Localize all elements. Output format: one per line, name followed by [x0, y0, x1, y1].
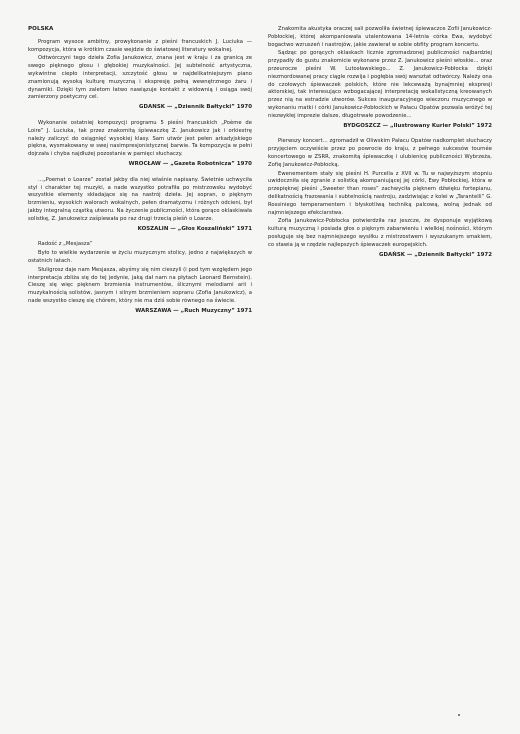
right-column [268, 26, 492, 267]
page-mark-dot [458, 714, 460, 716]
review-source: WARSZAWA — „Ruch Muzyczny” 1971 [135, 307, 252, 314]
review-paragraph: Zofia Janukowicz-Pobłocka potwierdziła raz jeszcze, że dysponuje wyjątkową kulturą muzyczną i posiada głos o pięknym zabarwieniu i wielkiej nośności, którym posługuje się bez najmniejszego wysiłku z mistrzostwem i wyszukanym smakiem, co stawia ją w rzędzie najlepszych śpiewaczek europejskich. [268, 218, 492, 248]
left-column [28, 26, 252, 324]
review-paragraph: Pierwszy koncert... zgromadził w Oliwskim Pałacu Opatów nadkomplet słuchaczy przyjęciem oczywiście przez po powrocie do kraju, z pełnego sukcesów tournée koncertowego w ZSRR, znakomitą śpiewaczkę i ulubienicę publiczności Wybrzeża, Zofię Janukowicz-Pobłocką. [268, 138, 492, 168]
review-paragraph: Znakomita akustyka oraczej sali pozwoliła świetnej śpiewaczce Zofii Janukowicz-Pobłockiej, której akompaniowała utalentowana 14-letnia córka Ewa, wydobyć bogactwo wzruszeń i nastrojów, jakie zawierał w sobie obfity program koncertu. [268, 26, 492, 48]
page-heading: POLSKA [28, 26, 54, 32]
left-column-body [28, 39, 252, 316]
review-paragraph: Było to wielkie wydarzenie w życiu muzycznym stolicy, jedno z największych w ostatnich latach. [28, 250, 252, 264]
review-source: GDAŃSK — „Dziennik Bałtycki” 1972 [379, 251, 492, 258]
review-source: WROCŁAW — „Gazeta Robotnicza” 1970 [128, 160, 252, 167]
review-paragraph: Ewenementem stały się pieśni H. Purcella z XVII w. Tu w najwyższym stopniu uwidoczniła się zgranie z solistką akompaniującej jej córki, Ewy Pobłockiej, która w przepięknej pieśni „Sweeter than roses” zachwyciła pięknem dźwięku fortepianu, delikatnością frazowania i subtelnością nastroju, zadziwiając z kolei w „Tarantelli” G. Rossiniego temperamentem i błyskotliwą techniką palcową, wolną jednak od najmniejszego efekciarstwa. [268, 170, 492, 216]
review-paragraph: Radość z „Mesjasza” [38, 241, 93, 248]
review-paragraph: Program wysoce ambitny, prowykonanie z pieśni francuskich J. Luciuka — kompozycja, która w krótkim czasie wejdzie do światowej literatury wokalnej. [28, 38, 252, 53]
review-paragraph: Słuligrosz daje nam Mesjasza, abyśmy się nim cieszyli (i pod tym względem jego interpretacja zbliża się do tej jedynie, jaką dał nam na płytach Leonard Bernstein). Cieszę się więc pięknem brzmienia instrumentów, ślicznymi melodiami arii i muzykalnością solistów, jasnym i silnym brzmieniem sopranu (Zofia Janukowicz), a nade wszystko cieszę się chórem, który nie ma dziś sobie równego na świecie. [28, 266, 252, 304]
right-column-body [268, 26, 492, 259]
review-paragraph: Odtwórczyni tego dzieła Zofia Janukowicz, znana jest w kraju i za granicą ze swego pięknego głosu i głębokiej muzykalności. Jej subtelność artystyczna, wykwintne ciepło interpretacji, szczytość głosu w najdelikatniejszym piano znamionują wysoką kulturę muzyczną i ekspresję pełną wewnętrznego żaru i dynamiki. Dzięki tym zaletom łatwo nawiązuje kontakt z widownią i osiąga swój zamierzony poetyczny cel. [28, 55, 252, 101]
review-source: KOSZALIN — „Głos Koszaliński” 1971 [137, 225, 252, 232]
review-paragraph: Wykonanie ostatniej kompozycji programu 5 pieśni francuskich „Poème de Loire” J. Luciuka, tak przez znakomitą śpiewaczkę Z. Janukowicz jak i orkiestrę należy zaliczyć do osiągnięć wysokiej klasy. Sam utwór jest pełen arkadyjskiego piękna, wysmakowany w swej nasimpresjonistycznej barwie. Ta kompozycja w pełni dojrzała i chyba najdłużej pozostanie w pamięci słuchaczy. [28, 119, 252, 158]
review-paragraph: ...„Poemat o Loarze” został jakby dla niej właśnie napisany. Świetnie uchwyciła styl i charakter tej muzyki, a nade wszystko potrafiła po mistrzowsku wydobyć wszystkie elementy składające się na nastrój dzieła. Jej sopran, o pięknym brzmieniu, wysokich walorach wokalnych, pełen dramatyzmu i różnych odcieni, był jakby integralną cząstką utworu. Na życzenie publiczności, która gorąco oklaskiwała solistkę, Z. Janukowicz zaśpiewała po raz drugi trzecią pieśń o Loarze. [28, 176, 252, 222]
review-paragraph: Sądząc po gorących oklaskach licznie zgromadzonej publiczności najbardziej przypadły do gustu znakomicie wykonane przez Z. Janukowicz pieśni włoskie... oraz przeurocze pieśni W. Lutosławskiego... Z. Janukowicz-Pobłocka dzięki niezmordowanej pracy ciągle rozwija i pogłębia swój warsztat odtwórczy. Należy ona do czołowych śpiewaczek polskich, które nie lekceważą bynajmniej ekspresji aktorskiej, tak interesująco wzbogacającej interpretację wokalistyczną kreowanych przez nią na estradzie utworów. Sukces inauguracyjnego wieczoru muzycznego w wykonaniu matki i córki Janukowicz-Pobłockich w Pałacu Opatów pozwala wróżyć tej niezwykłej imprezie dalsze, długotrwałe powodzenie... [268, 50, 492, 119]
review-source: GDANSK — „Dziennik Bałtycki” 1970 [139, 104, 252, 111]
review-source: BYDGOSZCZ — „Ilustrowany Kurier Polski” 1972 [343, 122, 492, 129]
